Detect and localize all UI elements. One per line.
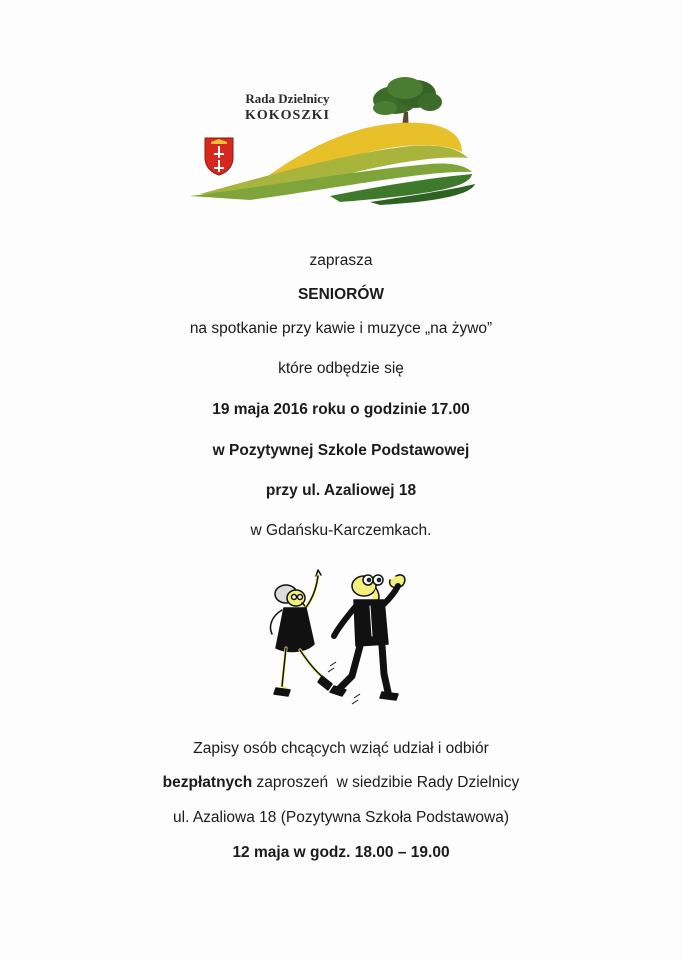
- registration-time: 12 maja w godz. 18.00 – 19.00: [232, 844, 450, 861]
- registration-info: Zapisy osób chcących wziąć udział i odbiór: [193, 740, 489, 757]
- free-label: bezpłatnych: [162, 774, 253, 791]
- invite-verb: zaprasza: [309, 252, 373, 269]
- invite-intro: które odbędzie się: [278, 360, 404, 377]
- council-name-line2: KOKOSZKI: [244, 108, 331, 123]
- council-name-line1: Rada Dzielnicy: [245, 91, 330, 106]
- event-venue: w Pozytywnej Szkole Podstawowej: [212, 442, 470, 459]
- council-name: [220, 90, 355, 124]
- gdansk-coat-of-arms-icon: [203, 136, 235, 176]
- council-logo: [190, 74, 480, 206]
- invite-audience: SENIORÓW: [297, 286, 385, 303]
- invite-event: na spotkanie przy kawie i muzyce „na żywo”: [189, 320, 493, 337]
- event-street: przy ul. Azaliowej 18: [265, 482, 417, 499]
- dancing-seniors-cartoon-icon: [258, 566, 414, 714]
- registration-address: ul. Azaliowa 18 (Pozytywna Szkoła Podstawowa): [173, 809, 509, 826]
- registration-location-rest: zaproszeń w siedzibie Rady Dzielnicy: [252, 774, 520, 791]
- event-city: w Gdańsku-Karczemkach.: [250, 522, 432, 539]
- registration-location: [0, 774, 682, 792]
- event-date: 19 maja 2016 roku o godzinie 17.00: [212, 401, 470, 418]
